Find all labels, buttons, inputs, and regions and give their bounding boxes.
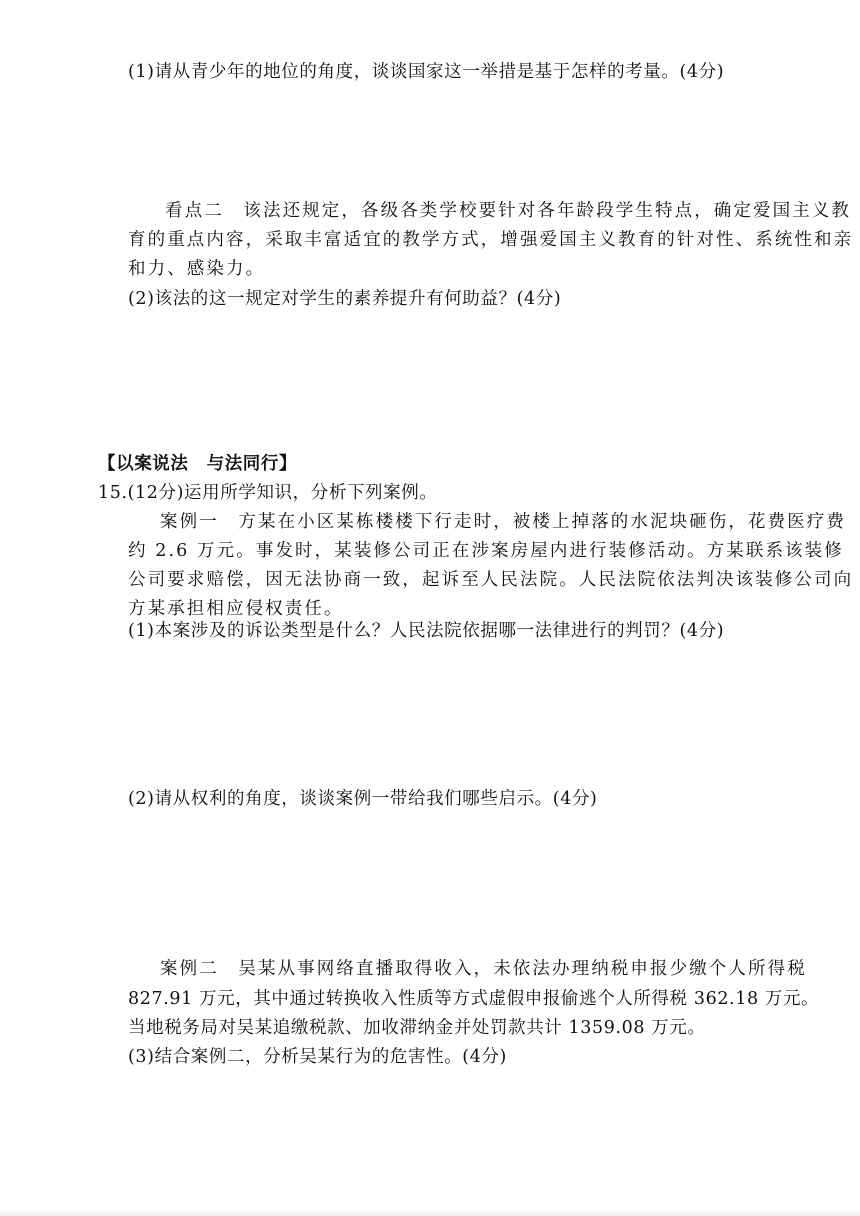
case1-line-2: 约 2.6 万元。事发时，某装修公司正在涉案房屋内进行装修活动。方某联系该装修 — [128, 541, 844, 561]
q15-sub2-question: (2)请从权利的角度，谈谈案例一带给我们哪些启示。(4分) — [128, 789, 598, 809]
page-bottom-edge — [0, 1208, 860, 1216]
q15-sub3-question: (3)结合案例二，分析吴某行为的危害性。(4分) — [128, 1047, 507, 1067]
q15-intro: 15.(12分)运用所学知识，分析下列案例。 — [98, 483, 438, 503]
q14-sub1-question: (1)请从青少年的地位的角度，谈谈国家这一举措是基于怎样的考量。(4分) — [128, 62, 725, 82]
q14-sub2-question: (2)该法的这一规定对学生的素养提升有何助益？(4分) — [128, 289, 562, 309]
case2-line-1: 案例二 吴某从事网络直播取得收入，未依法办理纳税申报少缴个人所得税 — [160, 959, 807, 979]
q14-point2-line-2: 育的重点内容，采取丰富适宜的教学方式，增强爱国主义教育的针对性、系统性和亲 — [128, 230, 854, 250]
case1-line-3: 公司要求赔偿，因无法协商一致，起诉至人民法院。人民法院依法判决该装修公司向 — [128, 570, 854, 590]
q15-sub1-question: (1)本案涉及的诉讼类型是什么？人民法院依据哪一法律进行的判罚？(4分) — [128, 621, 725, 641]
case2-line-3: 当地税务局对吴某追缴税款、加收滞纳金并处罚款共计 1359.08 万元。 — [128, 1018, 706, 1038]
case1-line-4: 方某承担相应侵权责任。 — [128, 599, 344, 619]
q14-point2-line-3: 和力、感染力。 — [128, 259, 266, 279]
section-title: 【以案说法 与法同行】 — [98, 454, 298, 474]
case2-line-2: 827.91 万元，其中通过转换收入性质等方式虚假申报偷逃个人所得税 362.18 万元。 — [128, 989, 820, 1009]
case1-line-1: 案例一 方某在小区某栋楼楼下行走时，被楼上掉落的水泥块砸伤，花费医疗费 — [160, 512, 846, 532]
q14-point2-line-1: 看点二 该法还规定，各级各类学校要针对各年龄段学生特点，确定爱国主义教 — [165, 201, 851, 221]
